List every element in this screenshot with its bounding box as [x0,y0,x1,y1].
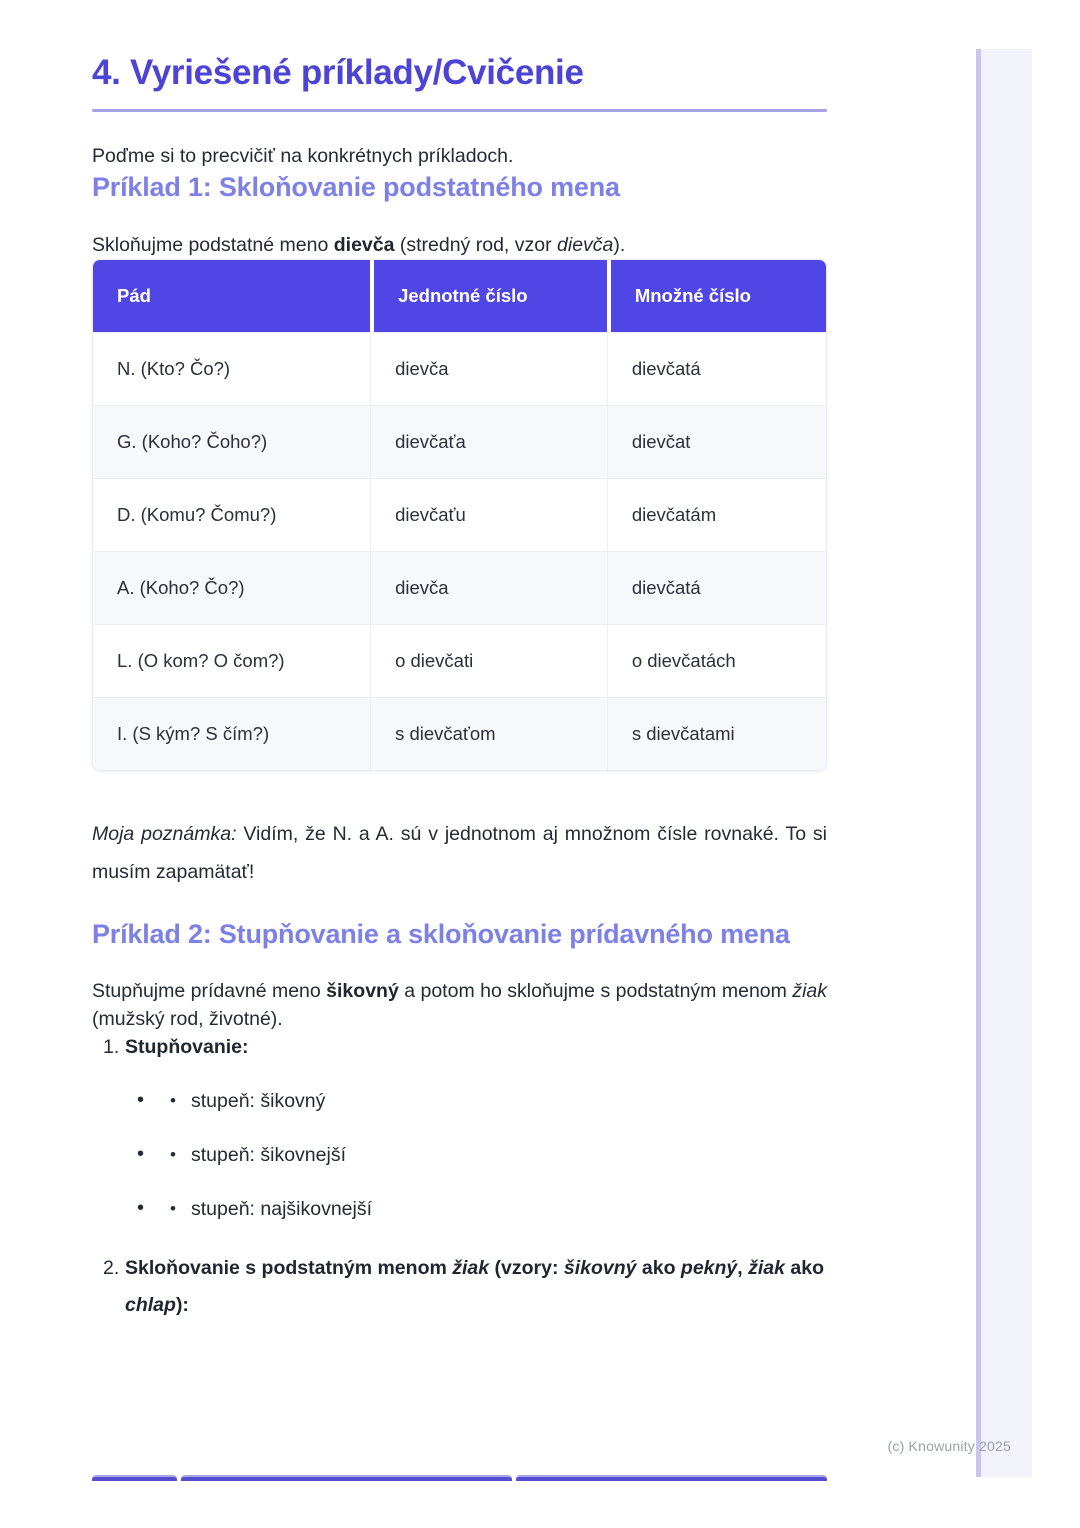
bullet-icon: • [170,1199,176,1218]
title-divider [92,109,827,112]
bullet-icon: • [137,1143,145,1165]
table-row [93,405,826,478]
document-content [92,52,827,1324]
table-cell: dievčat [607,405,826,478]
lead-bold-word: dievča [333,234,395,256]
item-italic-word: žiak [748,1257,785,1279]
item-number: 2. [103,1257,120,1279]
table-row [93,624,826,697]
table-row [93,332,826,405]
page-bottom-table-edge [92,1475,827,1481]
example1-heading: Príklad 1: Skloňovanie podstatného mena [92,172,620,202]
table-edge-segment [181,1475,512,1481]
item-italic-word: žiak [452,1257,490,1279]
lead-text: Skloňujme podstatné meno [92,234,334,256]
table-cell: s dievčaťom [370,697,607,770]
personal-note [92,815,827,891]
table-cell: dievčaťu [370,478,607,551]
table-row [93,551,826,624]
item-italic-word: šikovný [563,1257,637,1279]
page-edge-bar [976,49,1032,1477]
list-item-text: stupeň: šikovný [191,1090,326,1112]
table-cell: o dievčatách [607,624,826,697]
list-item-text: stupeň: šikovnejší [191,1144,347,1166]
table-cell: I. (S kým? S čím?) [93,697,370,770]
table-header-cell: Jednotné číslo [370,260,607,332]
item-label: Stupňovanie: [125,1036,249,1058]
list-item [92,1195,827,1223]
numbered-item-2 [92,1250,827,1324]
table-cell: s dievčatami [607,697,826,770]
copyright-label: (c) Knowunity 2025 [887,1438,1011,1454]
item-number: 1. [103,1036,120,1058]
bullet-icon: • [170,1145,176,1164]
note-text: Vidím, že N. a A. sú v jednotnom aj množnom čísle rovnaké. To si musím zapamätať! [92,823,827,883]
list-item [92,1141,827,1169]
example2-heading: Príklad 2: Stupňovanie a skloňovanie prídavného mena [92,919,790,949]
lead-italic-word: žiak [792,980,827,1002]
lead-text: a potom ho skloňujme s podstatným menom [398,980,793,1002]
table-row [93,478,826,551]
item-italic-word: pekný [680,1257,738,1279]
declension-table [92,259,827,771]
numbered-item-1 [92,1033,827,1061]
table-edge-segment [516,1475,827,1481]
table-cell: D. (Komu? Čomu?) [93,478,370,551]
table-cell: dievčaťa [370,405,607,478]
table-header-cell: Pád [93,260,370,332]
table-cell: dievčatá [607,332,826,405]
table-cell: dievčatá [607,551,826,624]
table-cell: A. (Koho? Čo?) [93,551,370,624]
table-cell: dievča [370,551,607,624]
item-text: , [737,1257,749,1279]
table-cell: dievča [370,332,607,405]
table-cell: L. (O kom? O čom?) [93,624,370,697]
lead-bold-word: šikovný [326,980,399,1002]
lead-italic-word: dievča [557,234,614,256]
bullet-icon: • [170,1091,176,1110]
example1-lead [92,231,827,259]
lead-text: (stredný rod, vzor [394,234,558,256]
page-title: 4. Vyriešené príklady/Cvičenie [92,53,584,92]
table-cell: o dievčati [370,624,607,697]
item-text: ): [175,1294,189,1316]
table-cell: N. (Kto? Čo?) [93,332,370,405]
example2-lead [92,977,827,1033]
lead-text: ). [613,234,626,256]
table-row [93,697,826,770]
intro-paragraph: Poďme si to precvičiť na konkrétnych príkladoch. [92,145,514,167]
item-italic-word: chlap [125,1294,176,1316]
item-text: Skloňovanie s podstatným menom [125,1257,453,1279]
item-text: ako [784,1257,825,1279]
table-edge-segment [92,1475,177,1481]
table-header-cell: Množné číslo [607,260,826,332]
bullet-icon: • [137,1089,145,1111]
table-cell: dievčatám [607,478,826,551]
list-item [92,1087,827,1115]
table-cell: G. (Koho? Čoho?) [93,405,370,478]
lead-text: Stupňujme prídavné meno [92,980,327,1002]
list-item-text: stupeň: najšikovnejší [191,1198,373,1220]
lead-text: (mužský rod, životné). [92,1008,283,1030]
table-header-row [93,260,826,332]
item-text: (vzory: [489,1257,564,1279]
item-text: ako [636,1257,681,1279]
bullet-icon: • [137,1197,145,1219]
note-italic-label: Moja poznámka: [92,823,237,845]
